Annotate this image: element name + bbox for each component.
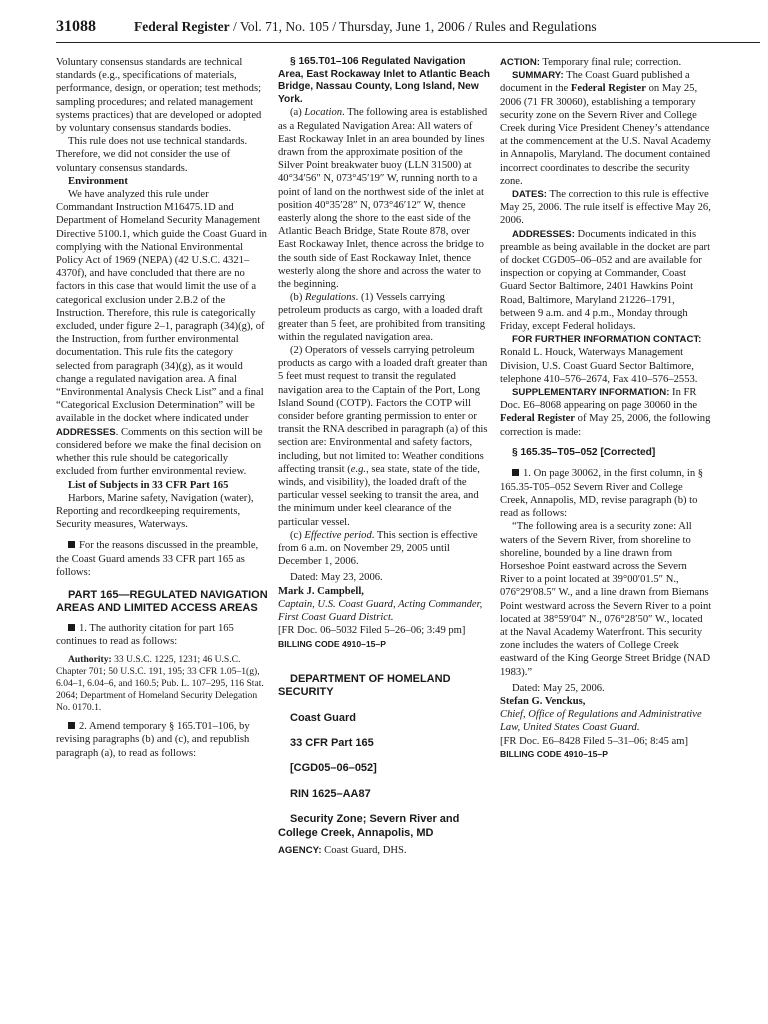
summary-paragraph — [500, 69, 712, 188]
column-1 — [56, 56, 268, 760]
header-rule — [56, 42, 760, 43]
signer-title: Chief, Office of Regulations and Administrative Law, United States Coast Guard. — [500, 709, 702, 734]
text: of May 25, 2006, the following correction is made: — [500, 413, 711, 438]
billing-code: BILLING CODE 4910–15–P — [278, 638, 386, 649]
billing-code: BILLING CODE 4910–15–P — [500, 748, 608, 759]
running-head — [134, 19, 597, 35]
text: Location — [304, 107, 343, 119]
text: . The following area is established as a Regulated Navigation Area: All waters of East Rockaway Inlet in an area bounded by lines drawn from the approximate position of the Silver Point breakwater buoy (LLN 31500) at 40°34′56″ N, 073°45′19″ W, running north to a point of land on the northwest side of the inlet at position 40°35′28″ N, 073°46′12″ W, thence easterly along the shore to the east side of the Atlantic Beach Bridge, State Route 878, over East Rockaway Inlet, thence across the bridge to the south side of East Rockaway Inlet, thence westerly along the shore and across the water to the beginning. — [278, 107, 488, 291]
dated-line: Dated: May 23, 2006. — [290, 572, 383, 584]
rule-title: Security Zone; Severn River and College Creek, Annapolis, MD — [278, 813, 460, 839]
addresses-label: ADDRESSES: — [512, 228, 575, 240]
addresses-ref: ADDRESSES — [56, 426, 116, 438]
text: The correction to this rule is effective May 25, 2006. The rule itself is effective May 26, 2006. — [500, 189, 711, 227]
section-heading-environment: Environment — [68, 175, 128, 187]
paragraph — [56, 188, 268, 478]
paragraph-a — [278, 106, 490, 291]
text: In FR Doc. E6–8068 appearing on page 30060 in the — [500, 387, 698, 412]
supplementary-paragraph — [500, 386, 712, 439]
paragraph: Harbors, Marine safety, Navigation (water), Reporting and recordkeeping requirements, Security measures, Waterways. — [56, 492, 254, 531]
paragraph-c — [278, 529, 490, 569]
section-heading-subjects: List of Subjects in 33 CFR Part 165 — [68, 479, 229, 491]
amendatory-instruction — [56, 622, 268, 648]
amendatory-instruction — [56, 539, 268, 579]
text: . Comments on this section will be considered before we make the final decision on whether this rule should be categorically excluded from further environmental review. — [56, 426, 263, 478]
paragraph-b — [278, 291, 490, 344]
column-3 — [500, 56, 712, 761]
quoted-text: “The following area is a security zone: All waters of the Severn River, from shoreline to shoreline, bounded by a line drawn from Horseshoe Point eastward across the Severn River to a point located at 39°00′01.5″ N., 076°29′08.5″ W., and a line drawn from Biemans Point westward across the Severn River to a point located at 38°59′04″ N., 076°28′50″ W., located at the Naval Academy Waterfront. This security zone includes the waters of College Creek eastward of the King George Street Bridge (NAD 1983).” — [500, 521, 712, 678]
square-bullet-icon — [68, 624, 75, 631]
text: e.g. — [350, 463, 367, 475]
agency-label: AGENCY: — [278, 844, 322, 856]
text: Coast Guard, DHS. — [321, 844, 407, 856]
contact-paragraph — [500, 333, 712, 386]
text: Federal Register — [570, 83, 646, 95]
page-number: 31088 — [56, 18, 96, 35]
text: (2) Operators of vessels carrying petroleum products as cargo with a loaded draft greater than 5 feet must request to transit the regulated navigation area to the Captain of the Port, Long Island Sound (COTP). Factors the COTP will consider before granting permission to enter or transit the RNA described in paragraph (a) of this section are: Environmental and safety factors, including, but not limited to: Weather conditions affecting transit ( — [278, 345, 488, 475]
text: Documents indicated in this preamble as being available in the docket are part of docket CGD05–06–052 and are available for inspection or copying at Commander, Coast Guard Sector Baltimore, 2401 Hawkins Point Road, Baltimore, Maryland 21226–1791, between 9 a.m. and 4 p.m., Monday through Friday, except Federal holidays. — [500, 228, 711, 333]
text: The Coast Guard published a document in the — [500, 70, 690, 95]
text: (c) — [290, 529, 305, 541]
text: Regulations — [305, 292, 356, 304]
text: , sea state, state of the tide, winds, and visibility), the loaded draft of the particular vessel seeking to transit the area, and the minimum under keel clearance of the particular vessel. — [278, 463, 480, 528]
text: 33 U.S.C. 1225, 1231; 46 U.S.C. Chapter 701; 50 U.S.C. 191, 195; 33 CFR 1.05–1(g), 6.04–1, 6.04–6, and 160.5; Pub. L. 107–295, 116 Stat. 2064; Department of Homeland Security Delegation No. 0170.1. — [56, 654, 264, 714]
summary-label: SUMMARY: — [512, 70, 564, 82]
text: Ronald L. Houck, Waterways Management Division, U.S. Coast Guard Sector Baltimore, telephone 410–576–2674, Fax 410–576–2553. — [500, 347, 698, 385]
text: Temporary final rule; correction. — [539, 57, 682, 68]
fr-doc-line: [FR Doc. 06–5032 Filed 5–26–06; 3:49 pm] — [278, 625, 466, 637]
paragraph-b2 — [278, 344, 490, 529]
authority-citation — [56, 654, 268, 714]
paragraph: This rule does not use technical standards. Therefore, we did not consider the use of voluntary consensus standards. — [56, 136, 248, 174]
text: . This section is effective from 6 a.m. on November 29, 2005 until December 1, 2006. — [278, 529, 478, 568]
dated-line: Dated: May 25, 2006. — [512, 682, 605, 694]
agency-heading: Coast Guard — [290, 711, 357, 724]
square-bullet-icon — [512, 469, 519, 476]
text: (b) — [290, 292, 306, 304]
square-bullet-icon — [68, 722, 75, 729]
square-bullet-icon — [68, 541, 75, 548]
dates-label: DATES: — [512, 189, 547, 201]
addresses-paragraph — [500, 228, 712, 334]
department-heading: DEPARTMENT OF HOMELAND SECURITY — [278, 672, 451, 699]
text: . (1) Vessels carrying petroleum products as cargo, with a loaded draft greater than 5 feet, are prohibited from transiting within the regulated navigation area. — [278, 292, 486, 343]
column-2 — [278, 56, 490, 857]
section-heading: § 165.T01–106 Regulated Navigation Area, East Rockaway Inlet to Atlantic Beach Bridge, Nassau County, Long Island, New York. — [278, 56, 490, 105]
paragraph: Voluntary consensus standards are technical standards (e.g., specifications of materials, performance, design, or operation; test methods; sampling procedures; and related management systems practices) that are developed or adopted by voluntary consensus standards bodies. — [56, 57, 262, 135]
rin-heading: RIN 1625–AA87 — [290, 787, 371, 800]
agency-line — [278, 844, 490, 857]
text: 2. Amend temporary § 165.T01–106, by revising paragraphs (b) and (c), and republish paragraph (a), to read as follows: — [56, 721, 250, 759]
issue-info: / Vol. 71, No. 105 / Thursday, June 1, 2006 / Rules and Regulations — [229, 19, 597, 34]
page-header — [56, 18, 760, 42]
text: 1. The authority citation for part 165 continues to read as follows: — [56, 622, 234, 647]
signer-name: Stefan G. Venckus, — [500, 695, 586, 707]
text: (a) — [290, 107, 305, 119]
action-line — [500, 56, 712, 69]
correction-heading: § 165.35–T05–052 [Corrected] — [512, 446, 656, 458]
text: Federal Register — [500, 413, 576, 425]
text: 1. On page 30062, in the first column, in § 165.35-T05–052 Severn River and College Creek, Annapolis, MD, revise paragraph (b) to read as follows: — [500, 468, 704, 520]
dates-paragraph — [500, 188, 712, 228]
contact-label: FOR FURTHER INFORMATION CONTACT: — [512, 334, 702, 346]
fr-doc-line: [FR Doc. E6–8428 Filed 5–31–06; 8:45 am] — [500, 735, 689, 747]
supplementary-label: SUPPLEMENTARY INFORMATION: — [512, 387, 670, 399]
text: on May 25, 2006 (71 FR 30060), establishing a temporary security zone on the Severn River and College Creek during Vice President Cheney’s attendance at the commencement at the U.S. Naval Academy in Annapolis, Maryland. The document contained incorrect coordinates to describe the security zone. — [500, 83, 711, 187]
docket-heading: [CGD05–06–052] — [290, 762, 377, 775]
action-label: ACTION: — [500, 57, 540, 68]
amendatory-instruction — [56, 720, 268, 760]
text: Effective period — [304, 529, 372, 541]
part-heading: PART 165—REGULATED NAVIGATION AREAS AND LIMITED ACCESS AREAS — [56, 588, 268, 615]
text: For the reasons discussed in the preamble, the Coast Guard amends 33 CFR part 165 as follows: — [56, 540, 259, 578]
signer-title: Captain, U.S. Coast Guard, Acting Commander, First Coast Guard District. — [278, 598, 483, 624]
journal-name: Federal Register — [134, 19, 230, 34]
authority-label: Authority: — [68, 654, 112, 666]
amendatory-instruction — [500, 467, 712, 520]
cfr-heading: 33 CFR Part 165 — [290, 736, 374, 749]
text: We have analyzed this rule under Commandant Instruction M16475.1D and Department of Homeland Security Management Directive 5100.1, which guide the Coast Guard in complying with the National Environmental Policy Act of 1969 (NEPA) (42 U.S.C. 4321–4370f), and have concluded that there are no factors in this case that would limit the use of a categorical exclusion under 2.B.2 of the Instruction. Therefore, this rule is categorically excluded, under figure 2–1, paragraph (34)(g), of the Instruction, from further environmental documentation. This rule fits the category selected from paragraph (34)(g), as it would change a regulated navigation area. A final “Environmental Analysis Check List” and a final “Categorical Exclusion Determination” will be available in the docket where indicated under — [56, 189, 267, 425]
signer-name: Mark J. Campbell, — [278, 585, 364, 597]
